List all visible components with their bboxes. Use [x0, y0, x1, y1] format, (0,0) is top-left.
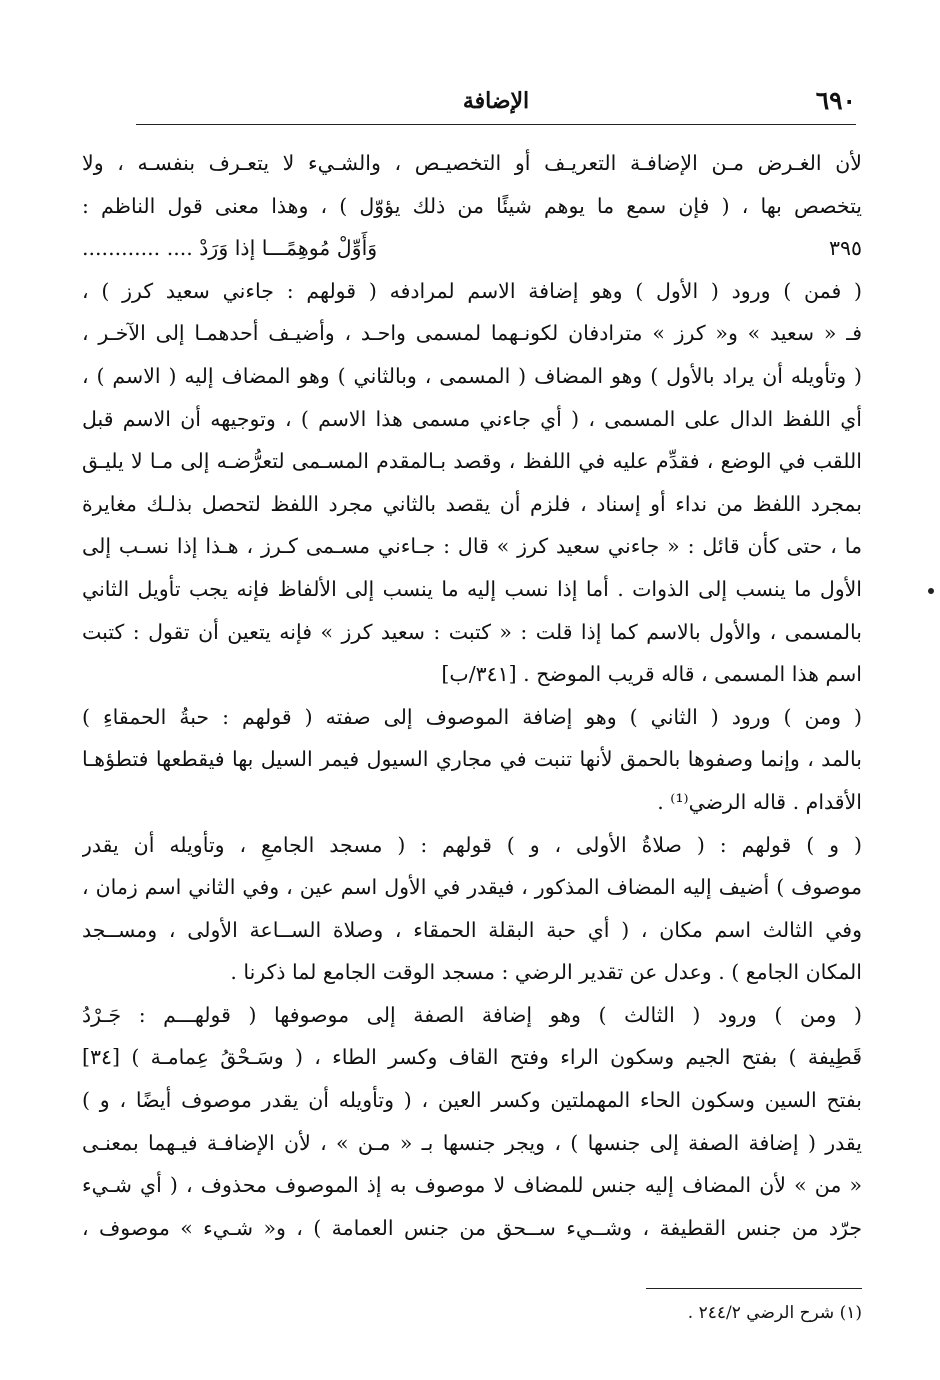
text-line: ( فمن ) ورود ( الأول ) وهو إضافة الاسم لمرادفه ( قولهم : جاءني سعيد كرز ) ، — [82, 278, 862, 303]
text-line: موصوف ) أضيف إليه المضاف المذكور ، فيقدر في الأول اسم عين ، وفي الثاني اسم زمان ، — [82, 875, 862, 900]
text-line: قَطِيفة ) بفتح الجيم وسكون الراء وفتح القاف وكسر الطاء ، ( وسَـحْقُ عِمامـة ) [٣٤] — [82, 1045, 862, 1070]
page-header — [136, 84, 856, 125]
text-line: اللقب في الوضع ، فقدِّم عليه في اللفظ ، وقصد بـالمقدم المسـمى لتعرُّضـه إلى مـا لا يليـق — [82, 449, 862, 474]
page-number: ٦٩٠ — [815, 86, 856, 115]
text-line: يتخصص بها ، ( فإن سمع ما يوهم شيئًا من ذلك يؤوّل ) ، وهذا معنى قول الناظم : — [82, 193, 862, 218]
text-line: بفتح السين وسكون الحاء المهملتين وكسر العين ، ( وتأويله أن يقدر موصوف أيضًا ، و ) — [82, 1088, 862, 1113]
text-line: ما ، حتى كأن قائل : « جاءني سعيد كرز » قال : جـاءني مسـمى كـرز ، هـذا إذا نسـب إلى — [82, 534, 862, 559]
body-text — [82, 142, 862, 1249]
verse-line — [82, 227, 862, 270]
text-line: ( وتأويله أن يراد بالأول ) وهو المضاف ( المسمى ، وبالثاني ) وهو المضاف إليه ( الاسم ) ، — [82, 363, 862, 388]
text-line: بالمسمى ، والأول بالاسم كما إذا قلت : « كتبت : سعيد كرز » فإنه يتعين أن تقول : كتبت — [82, 619, 862, 644]
footnote-divider — [646, 1288, 862, 1289]
verse-text: وَأَوِّلْ مُوهِمًـــا إذا وَرَدْ .... ............ — [82, 236, 378, 261]
text-line: ( و ) قولهم : ( صلاةُ الأولى ، و ) قولهم : ( مسجد الجامعِ ، وتأويله أن يقدر — [82, 832, 862, 857]
text-line: فـ « سعيد » و« كرز » مترادفان لكونـهما لمسمى واحـد ، وأضيـف أحدهمـا إلى الآخـر ، — [82, 321, 862, 346]
text-line: وفي الثالث اسم مكان ، ( أي حبة البقلة الحمقاء ، وصلاة الســاعة الأولى ، ومســجد — [82, 917, 862, 942]
margin-dot — [928, 588, 934, 594]
text-line: الأول ما ينسب إلى الذوات . أما إذا نسب إليه ما ينسب إلى الألفاظ فإنه يجب تأويل الثاني — [82, 576, 862, 601]
text-line: بالمد ، وإنما وصفوها بالحمق لأنها تنبت في مجاري السيول فيمر السيل بها فيقطعها فتطؤهـا — [82, 747, 862, 772]
footnote: (١) شرح الرضي ٢٤٤/٢ . — [687, 1303, 862, 1323]
text-line: اسم هذا المسمى ، قاله قريب الموضح . [٣٤١/ب] — [441, 662, 862, 687]
text-line: بمجرد اللفظ من نداء أو إسناد ، فلزم أن يقصد بالثاني مجرد اللفظ لتحصل بذلـك مغايرة — [82, 491, 862, 516]
text-line: « من » لأن المضاف إليه جنس للمضاف لا موصوف به إذ الموصوف محذوف ، ( أي شـيء — [82, 1173, 862, 1198]
text-line: لأن الغـرض مـن الإضافـة التعريـف أو التخصيـص ، والشـيء لا يتعـرف بنفسـه ، ولا — [82, 151, 862, 175]
text-line: ( ومن ) ورود ( الثالث ) وهو إضافة الصفة إلى موصوفها ( قولهـــم : جَـرْدُ — [82, 1002, 862, 1027]
verse-number: ٣٩٥ — [828, 236, 862, 261]
text-line: الأقدام . قاله الرضي⁽¹⁾ . — [657, 789, 862, 814]
running-title: الإضافة — [462, 88, 530, 114]
text-line: المكان الجامع ) . وعدل عن تقدير الرضي : مسجد الوقت الجامع لما ذكرنا . — [230, 960, 862, 985]
text-line: أي اللفظ الدال على المسمى ، ( أي جاءني مسمى هذا الاسم ) ، وتوجيهه أن الاسم قبل — [82, 406, 862, 431]
text-line: جرّد من جنس القطيفة ، وشــيء ســحق من جنس العمامة ) ، و« شـيء » موصوف ، — [82, 1215, 862, 1240]
text-line: ( ومن ) ورود ( الثاني ) وهو إضافة الموصوف إلى صفته ( قولهم : حبةُ الحمقاءِ ) — [82, 704, 862, 729]
text-line: يقدر ( إضافة الصفة إلى جنسها ) ، ويجر جنسها بـ « مـن » ، لأن الإضافـة فيـهما بمعنـى — [82, 1130, 862, 1155]
